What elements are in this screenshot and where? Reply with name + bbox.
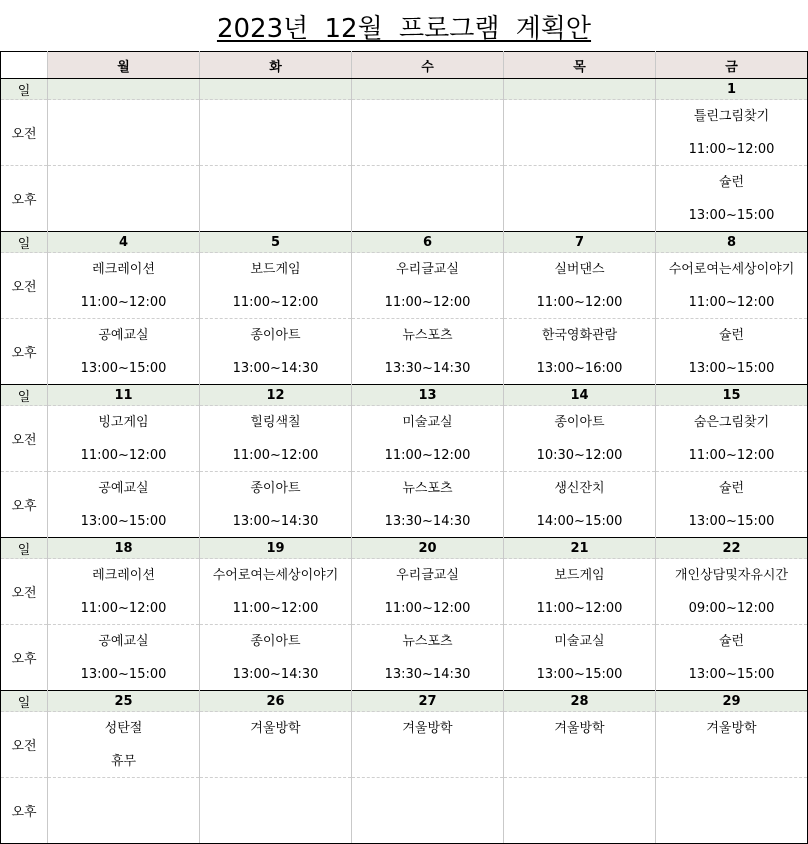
date-cell: 19 <box>200 538 352 559</box>
schedule-cell <box>504 712 656 778</box>
program-time <box>656 819 807 837</box>
program-time: 11:00~12:00 <box>232 448 319 463</box>
schedule-cell <box>48 559 200 625</box>
program-time: 11:00~12:00 <box>688 142 775 157</box>
schedule-cell <box>504 559 656 625</box>
program-name: 겨울방학 <box>250 721 301 736</box>
schedule-cell <box>656 625 808 691</box>
am-row <box>1 712 808 778</box>
schedule-cell <box>656 778 808 844</box>
date-row-label: 일 <box>1 538 48 559</box>
program-name: 뉴스포츠 <box>402 481 453 496</box>
schedule-cell <box>48 625 200 691</box>
program-name <box>352 786 503 804</box>
schedule-cell <box>200 166 352 232</box>
schedule-table <box>0 51 808 844</box>
weekday-tue: 화 <box>200 52 352 79</box>
program-name: 성탄절 <box>104 721 143 736</box>
program-time: 13:30~14:30 <box>384 667 471 682</box>
schedule-cell <box>352 778 504 844</box>
program-time <box>200 207 351 225</box>
page-title <box>0 8 808 48</box>
program-name: 개인상담및자유시간 <box>674 568 789 583</box>
date-cell <box>200 79 352 100</box>
program-name <box>656 786 807 804</box>
schedule-cell <box>504 166 656 232</box>
program-time: 11:00~12:00 <box>384 448 471 463</box>
schedule-cell <box>200 319 352 385</box>
header-corner <box>1 52 48 79</box>
program-name: 우리글교실 <box>396 262 459 277</box>
date-row-label: 일 <box>1 232 48 253</box>
schedule-cell <box>200 559 352 625</box>
am-label: 오전 <box>1 100 48 166</box>
program-name: 한국영화관람 <box>541 328 618 343</box>
program-time: 11:00~12:00 <box>384 295 471 310</box>
am-row <box>1 253 808 319</box>
date-cell: 8 <box>656 232 808 253</box>
program-time <box>352 819 503 837</box>
program-name: 겨울방학 <box>706 721 757 736</box>
program-name: 슐런 <box>718 481 745 496</box>
am-label: 오전 <box>1 406 48 472</box>
program-name: 종이아트 <box>250 328 301 343</box>
program-time <box>352 141 503 159</box>
program-name: 종이아트 <box>554 415 605 430</box>
program-time <box>504 819 655 837</box>
date-cell: 5 <box>200 232 352 253</box>
date-cell: 12 <box>200 385 352 406</box>
program-time: 11:00~12:00 <box>232 601 319 616</box>
program-time <box>504 141 655 159</box>
date-row <box>1 385 808 406</box>
schedule-cell <box>352 712 504 778</box>
program-time <box>504 207 655 225</box>
program-name: 레크레이션 <box>92 262 155 277</box>
program-time: 13:00~15:00 <box>80 667 167 682</box>
schedule-cell <box>200 778 352 844</box>
program-time: 13:00~15:00 <box>688 208 775 223</box>
schedule-cell <box>48 472 200 538</box>
schedule-cell <box>504 472 656 538</box>
program-time: 11:00~12:00 <box>80 601 167 616</box>
date-cell: 20 <box>352 538 504 559</box>
program-time: 10:30~12:00 <box>536 448 623 463</box>
schedule-cell <box>48 406 200 472</box>
date-cell: 14 <box>504 385 656 406</box>
schedule-cell <box>504 319 656 385</box>
schedule-cell <box>48 166 200 232</box>
weekday-header-row <box>1 52 808 79</box>
date-row <box>1 232 808 253</box>
pm-label: 오후 <box>1 472 48 538</box>
schedule-cell <box>352 100 504 166</box>
schedule-cell <box>656 472 808 538</box>
schedule-cell <box>48 319 200 385</box>
program-name <box>200 108 351 126</box>
schedule-cell <box>656 319 808 385</box>
program-time: 13:30~14:30 <box>384 361 471 376</box>
program-time <box>504 753 655 771</box>
program-name <box>48 786 199 804</box>
date-cell: 29 <box>656 691 808 712</box>
program-name: 수어로여는세상이야기 <box>668 262 795 277</box>
program-time: 09:00~12:00 <box>688 601 775 616</box>
date-row <box>1 79 808 100</box>
schedule-cell <box>48 100 200 166</box>
pm-label: 오후 <box>1 166 48 232</box>
program-name: 실버댄스 <box>554 262 605 277</box>
date-cell: 13 <box>352 385 504 406</box>
program-time: 13:00~15:00 <box>688 361 775 376</box>
schedule-cell <box>656 253 808 319</box>
am-row <box>1 406 808 472</box>
schedule-cell <box>504 253 656 319</box>
program-name: 숨은그림찾기 <box>693 415 770 430</box>
program-name <box>352 174 503 192</box>
schedule-cell <box>352 166 504 232</box>
schedule-cell <box>200 100 352 166</box>
program-name: 생신잔치 <box>554 481 605 496</box>
program-name: 레크레이션 <box>92 568 155 583</box>
schedule-cell <box>200 625 352 691</box>
program-time: 13:00~15:00 <box>80 514 167 529</box>
program-name <box>48 174 199 192</box>
schedule-cell <box>200 253 352 319</box>
program-time <box>352 207 503 225</box>
schedule-cell <box>504 406 656 472</box>
program-name: 겨울방학 <box>402 721 453 736</box>
program-name: 슐런 <box>718 328 745 343</box>
program-name: 보드게임 <box>250 262 301 277</box>
weekday-mon: 월 <box>48 52 200 79</box>
date-cell: 18 <box>48 538 200 559</box>
program-name: 종이아트 <box>250 481 301 496</box>
schedule-cell <box>48 778 200 844</box>
date-cell: 26 <box>200 691 352 712</box>
am-label: 오전 <box>1 559 48 625</box>
date-row <box>1 538 808 559</box>
schedule-cell <box>504 100 656 166</box>
program-time <box>48 819 199 837</box>
program-time: 11:00~12:00 <box>688 448 775 463</box>
program-time: 13:00~14:30 <box>232 361 319 376</box>
program-time: 11:00~12:00 <box>80 448 167 463</box>
program-name: 힐링색칠 <box>250 415 301 430</box>
pm-row <box>1 778 808 844</box>
date-row-label: 일 <box>1 691 48 712</box>
pm-label: 오후 <box>1 778 48 844</box>
program-time <box>48 207 199 225</box>
schedule-cell <box>352 319 504 385</box>
program-time: 13:00~15:00 <box>80 361 167 376</box>
weekday-fri: 금 <box>656 52 808 79</box>
am-label: 오전 <box>1 253 48 319</box>
program-time: 휴무 <box>110 754 137 769</box>
pm-label: 오후 <box>1 625 48 691</box>
program-time: 13:00~15:00 <box>688 667 775 682</box>
program-name: 틀린그림찾기 <box>693 109 770 124</box>
program-name: 공예교실 <box>98 481 149 496</box>
program-time: 13:30~14:30 <box>384 514 471 529</box>
am-label: 오전 <box>1 712 48 778</box>
pm-row <box>1 319 808 385</box>
date-row <box>1 691 808 712</box>
program-time: 13:00~15:00 <box>536 667 623 682</box>
schedule-cell <box>48 712 200 778</box>
date-cell <box>504 79 656 100</box>
schedule-cell <box>656 166 808 232</box>
date-cell: 15 <box>656 385 808 406</box>
date-cell: 25 <box>48 691 200 712</box>
date-cell: 22 <box>656 538 808 559</box>
program-time: 11:00~12:00 <box>232 295 319 310</box>
schedule-cell <box>656 100 808 166</box>
program-name: 우리글교실 <box>396 568 459 583</box>
program-time <box>656 753 807 771</box>
program-time: 13:00~14:30 <box>232 514 319 529</box>
date-row-label: 일 <box>1 79 48 100</box>
schedule-cell <box>352 625 504 691</box>
program-time: 11:00~12:00 <box>536 295 623 310</box>
date-cell <box>48 79 200 100</box>
program-name <box>48 108 199 126</box>
schedule-cell <box>352 253 504 319</box>
date-cell: 27 <box>352 691 504 712</box>
program-name: 뉴스포츠 <box>402 634 453 649</box>
program-time: 13:00~14:30 <box>232 667 319 682</box>
title-text: 2023년 12월 프로그램 계획안 <box>216 14 592 44</box>
program-name: 보드게임 <box>554 568 605 583</box>
program-name: 공예교실 <box>98 328 149 343</box>
program-name: 겨울방학 <box>554 721 605 736</box>
pm-row <box>1 625 808 691</box>
schedule-cell <box>200 712 352 778</box>
program-name: 공예교실 <box>98 634 149 649</box>
program-time <box>200 819 351 837</box>
schedule-cell <box>504 625 656 691</box>
program-name <box>200 174 351 192</box>
program-name <box>504 174 655 192</box>
program-name: 수어로여는세상이야기 <box>212 568 339 583</box>
program-time: 14:00~15:00 <box>536 514 623 529</box>
program-time: 11:00~12:00 <box>688 295 775 310</box>
program-time: 11:00~12:00 <box>536 601 623 616</box>
pm-row <box>1 166 808 232</box>
program-time: 11:00~12:00 <box>80 295 167 310</box>
date-cell: 28 <box>504 691 656 712</box>
program-name: 미술교실 <box>554 634 605 649</box>
program-name: 뉴스포츠 <box>402 328 453 343</box>
schedule-cell <box>352 406 504 472</box>
schedule-cell <box>200 472 352 538</box>
am-row <box>1 100 808 166</box>
program-name <box>200 786 351 804</box>
program-time: 13:00~15:00 <box>688 514 775 529</box>
program-name <box>352 108 503 126</box>
weekday-thu: 목 <box>504 52 656 79</box>
program-name: 종이아트 <box>250 634 301 649</box>
schedule-cell <box>656 712 808 778</box>
schedule-cell <box>352 472 504 538</box>
schedule-cell <box>200 406 352 472</box>
date-cell: 7 <box>504 232 656 253</box>
program-name: 미술교실 <box>402 415 453 430</box>
schedule-cell <box>504 778 656 844</box>
date-row-label: 일 <box>1 385 48 406</box>
schedule-cell <box>48 253 200 319</box>
pm-label: 오후 <box>1 319 48 385</box>
program-name <box>504 108 655 126</box>
program-name: 슐런 <box>718 634 745 649</box>
program-name: 슐런 <box>718 175 745 190</box>
date-cell: 4 <box>48 232 200 253</box>
schedule-cell <box>352 559 504 625</box>
date-cell: 6 <box>352 232 504 253</box>
date-cell: 1 <box>656 79 808 100</box>
schedule-cell <box>656 559 808 625</box>
program-time: 13:00~16:00 <box>536 361 623 376</box>
program-time <box>200 753 351 771</box>
date-cell <box>352 79 504 100</box>
program-time <box>352 753 503 771</box>
program-name <box>504 786 655 804</box>
weekday-wed: 수 <box>352 52 504 79</box>
program-name: 빙고게임 <box>98 415 149 430</box>
schedule-cell <box>656 406 808 472</box>
date-cell: 21 <box>504 538 656 559</box>
am-row <box>1 559 808 625</box>
date-cell: 11 <box>48 385 200 406</box>
program-time <box>48 141 199 159</box>
program-time: 11:00~12:00 <box>384 601 471 616</box>
pm-row <box>1 472 808 538</box>
program-time <box>200 141 351 159</box>
